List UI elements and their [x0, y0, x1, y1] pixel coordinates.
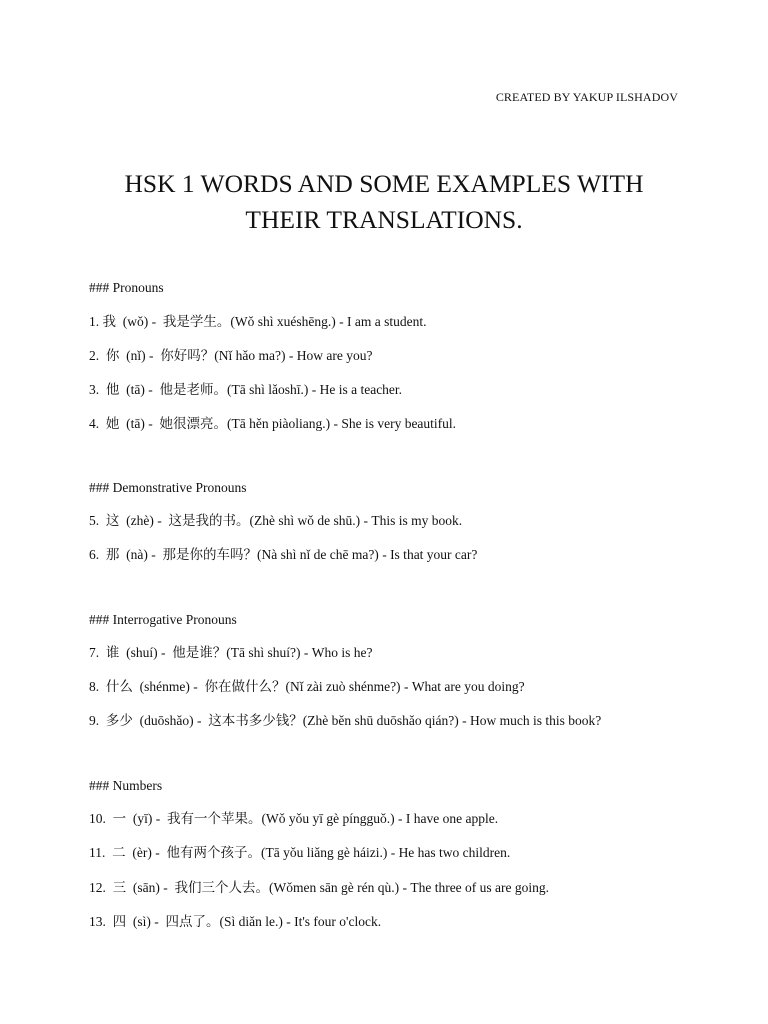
list-item: 8. 什么 (shénme) - 你在做什么？(Nǐ zài zuò shénme?) - What are you doing? [89, 679, 525, 694]
list-item: 12. 三 (sān) - 我们三个人去。(Wǒmen sān gè rén qù.) - The three of us are going. [89, 880, 550, 895]
list-item: 13. 四 (sì) - 四点了。(Sì diǎn le.) - It's four o'clock. [89, 914, 382, 929]
list-item: 9. 多少 (duōshǎo) - 这本书多少钱？(Zhè běn shū duōshǎo qián?) - How much is this book? [89, 713, 602, 728]
list-item: 3. 他 (tā) - 他是老师。(Tā shì lǎoshī.) - He is a teacher. [89, 382, 403, 397]
list-item: 5. 这 (zhè) - 这是我的书。(Zhè shì wǒ de shū.) - This is my book. [89, 513, 463, 528]
list-item: 11. 二 (èr) - 他有两个孩子。(Tā yǒu liǎng gè háizi.) - He has two children. [89, 845, 511, 860]
section-heading: ### Demonstrative Pronouns [89, 480, 247, 495]
section-heading: ### Interrogative Pronouns [89, 612, 237, 627]
list-item: 4. 她 (tā) - 她很漂亮。(Tā hěn piàoliang.) - She is very beautiful. [89, 416, 457, 431]
section-heading: ### Pronouns [89, 280, 164, 295]
list-item: 7. 谁 (shuí) - 他是谁？(Tā shì shuí?) - Who is he? [89, 645, 373, 660]
title-line-1: HSK 1 WORDS AND SOME EXAMPLES WITH [124, 169, 644, 198]
list-item: 6. 那 (nà) - 那是你的车吗？(Nà shì nǐ de chē ma?) - Is that your car? [89, 547, 478, 562]
list-item: 10. 一 (yī) - 我有一个苹果。(Wǒ yǒu yī gè píngguǒ.) - I have one apple. [89, 811, 499, 826]
author-credit: CREATED BY YAKUP ILSHADOV [495, 90, 678, 104]
list-item: 2. 你 (nǐ) - 你好吗？(Nǐ hǎo ma?) - How are you? [89, 348, 373, 363]
page-title [0, 166, 768, 238]
section-heading: ### Numbers [89, 778, 163, 793]
title-line-2: THEIR TRANSLATIONS. [245, 205, 523, 234]
list-item: 1. 我 (wǒ) - 我是学生。(Wǒ shì xuéshēng.) - I am a student. [89, 314, 427, 329]
